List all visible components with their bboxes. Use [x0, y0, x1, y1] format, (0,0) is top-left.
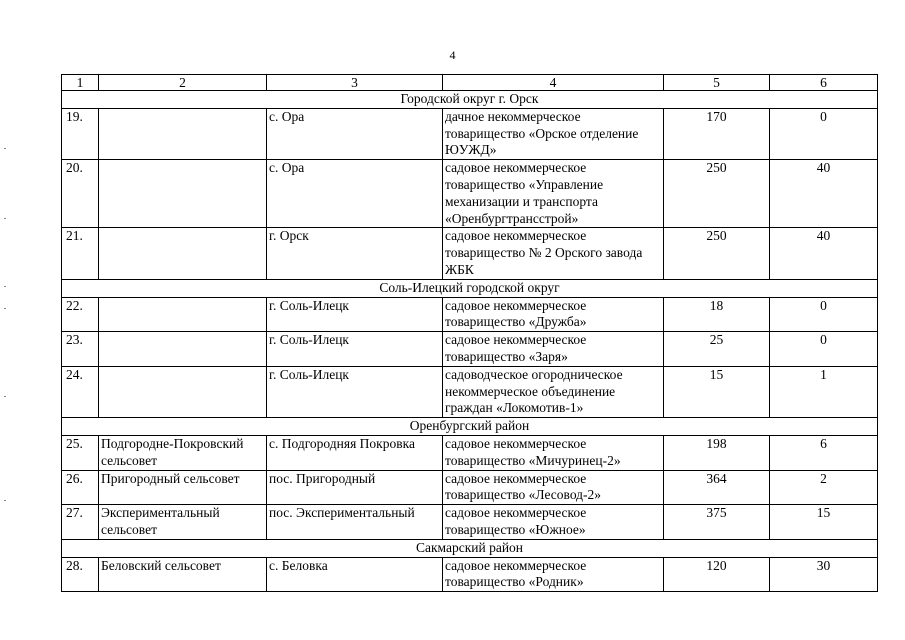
section-row — [62, 418, 878, 436]
table-row — [62, 297, 878, 332]
column-6-cell: 1 — [770, 366, 878, 417]
header-row — [62, 75, 878, 91]
settlement-cell: г. Соль-Илецк — [267, 297, 443, 332]
column-5-cell: 18 — [664, 297, 770, 332]
section-title: Сакмарский район — [62, 539, 878, 557]
council-cell: Подгородне-Покровский сельсовет — [99, 435, 267, 470]
column-5-cell: 198 — [664, 435, 770, 470]
council-cell — [99, 366, 267, 417]
column-6-cell: 0 — [770, 297, 878, 332]
row-number-cell: 26. — [62, 470, 99, 505]
section-row — [62, 279, 878, 297]
data-table — [61, 74, 878, 592]
table-row — [62, 332, 878, 367]
column-5-cell: 250 — [664, 228, 770, 279]
row-number-cell: 24. — [62, 366, 99, 417]
column-6-cell: 40 — [770, 160, 878, 228]
table-row — [62, 160, 878, 228]
settlement-cell: с. Беловка — [267, 557, 443, 592]
organization-name-cell: садовое некоммерческое товарищество «Управление механизации и транспорта «Оренбургтрансстрой» — [443, 160, 664, 228]
settlement-cell: с. Ора — [267, 108, 443, 159]
organization-name-cell: садовое некоммерческое товарищество «Заря» — [443, 332, 664, 367]
settlement-cell: пос. Экспериментальный — [267, 505, 443, 540]
row-number-cell: 27. — [62, 505, 99, 540]
table-row — [62, 435, 878, 470]
column-6-cell: 0 — [770, 332, 878, 367]
section-row — [62, 91, 878, 109]
table-body — [62, 75, 878, 592]
table-row — [62, 557, 878, 592]
header-cell: 3 — [267, 75, 443, 91]
row-number-cell: 28. — [62, 557, 99, 592]
organization-name-cell: садовое некоммерческое товарищество «Дружба» — [443, 297, 664, 332]
column-5-cell: 15 — [664, 366, 770, 417]
column-6-cell: 30 — [770, 557, 878, 592]
scan-margin-marks — [4, 0, 6, 640]
settlement-cell: г. Орск — [267, 228, 443, 279]
table-row — [62, 366, 878, 417]
section-title: Городской округ г. Орск — [62, 91, 878, 109]
column-6-cell: 6 — [770, 435, 878, 470]
column-5-cell: 250 — [664, 160, 770, 228]
header-cell: 2 — [99, 75, 267, 91]
council-cell — [99, 108, 267, 159]
column-5-cell: 375 — [664, 505, 770, 540]
column-6-cell: 2 — [770, 470, 878, 505]
council-cell: Беловский сельсовет — [99, 557, 267, 592]
settlement-cell: г. Соль-Илецк — [267, 332, 443, 367]
header-cell: 6 — [770, 75, 878, 91]
row-number-cell: 21. — [62, 228, 99, 279]
council-cell — [99, 332, 267, 367]
organization-name-cell: садовое некоммерческое товарищество «Лесовод-2» — [443, 470, 664, 505]
row-number-cell: 19. — [62, 108, 99, 159]
organization-name-cell: садоводческое огородническое некоммерческое объединение граждан «Локомотив-1» — [443, 366, 664, 417]
page-number: 4 — [449, 48, 456, 62]
header-cell: 1 — [62, 75, 99, 91]
table-row — [62, 470, 878, 505]
column-6-cell: 0 — [770, 108, 878, 159]
section-title: Оренбургский район — [62, 418, 878, 436]
organization-name-cell: садовое некоммерческое товарищество № 2 Орского завода ЖБК — [443, 228, 664, 279]
column-5-cell: 120 — [664, 557, 770, 592]
settlement-cell: с. Ора — [267, 160, 443, 228]
settlement-cell: г. Соль-Илецк — [267, 366, 443, 417]
organization-name-cell: садовое некоммерческое товарищество «Мичуринец-2» — [443, 435, 664, 470]
header-cell: 5 — [664, 75, 770, 91]
settlement-cell: с. Подгородняя Покровка — [267, 435, 443, 470]
header-cell: 4 — [443, 75, 664, 91]
council-cell: Пригородный сельсовет — [99, 470, 267, 505]
section-title: Соль-Илецкий городской округ — [62, 279, 878, 297]
section-row — [62, 539, 878, 557]
organization-name-cell: дачное некоммерческое товарищество «Орское отделение ЮУЖД» — [443, 108, 664, 159]
table-row — [62, 228, 878, 279]
council-cell — [99, 160, 267, 228]
row-number-cell: 25. — [62, 435, 99, 470]
council-cell — [99, 228, 267, 279]
column-6-cell: 40 — [770, 228, 878, 279]
organization-name-cell: садовое некоммерческое товарищество «Родник» — [443, 557, 664, 592]
settlement-cell: пос. Пригородный — [267, 470, 443, 505]
row-number-cell: 22. — [62, 297, 99, 332]
table-row — [62, 108, 878, 159]
column-5-cell: 25 — [664, 332, 770, 367]
column-5-cell: 170 — [664, 108, 770, 159]
column-5-cell: 364 — [664, 470, 770, 505]
row-number-cell: 20. — [62, 160, 99, 228]
council-cell: Экспериментальный сельсовет — [99, 505, 267, 540]
organization-name-cell: садовое некоммерческое товарищество «Южное» — [443, 505, 664, 540]
council-cell — [99, 297, 267, 332]
column-6-cell: 15 — [770, 505, 878, 540]
table-row — [62, 505, 878, 540]
row-number-cell: 23. — [62, 332, 99, 367]
